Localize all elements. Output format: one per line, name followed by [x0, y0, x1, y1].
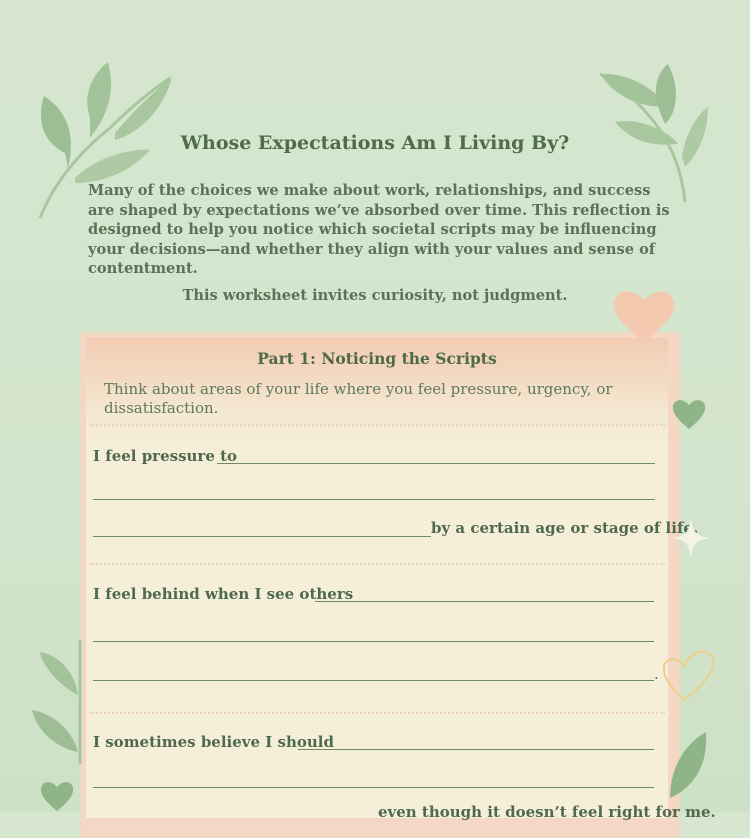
leaf-icon: [668, 730, 708, 800]
prompt-behind-end: .: [654, 665, 659, 683]
part1-title: Part 1: Noticing the Scripts: [257, 349, 497, 368]
section-divider: [89, 563, 665, 565]
section-divider: [89, 712, 665, 714]
prompt-pressure-end: by a certain age or stage of life.: [431, 519, 699, 537]
answer-line[interactable]: [93, 536, 431, 537]
section-divider: [89, 424, 665, 426]
answer-line[interactable]: [93, 680, 654, 681]
prompt-pressure-label: I feel pressure to: [93, 447, 238, 465]
answer-line[interactable]: [217, 463, 655, 464]
leaf-branch-icon: [28, 640, 86, 765]
sparkle-icon: [672, 518, 710, 558]
answer-line[interactable]: [93, 787, 654, 788]
intro-paragraph: Many of the choices we make about work, relationships, and success are shaped by expectations we’ve absorbed over time. This reflection is designed to help you notice which societal scripts may be influencing your decisions—and whether they align with your values and sense of contentment.: [88, 182, 670, 277]
answer-line[interactable]: [315, 601, 654, 602]
prompt-should-end: even though it doesn’t feel right for me.: [378, 803, 716, 821]
heart-outline-icon: [660, 644, 718, 704]
answer-line[interactable]: [298, 749, 654, 750]
heart-icon: [672, 398, 706, 430]
answer-line[interactable]: [93, 641, 654, 642]
prompt-should-label: I sometimes believe I should: [93, 733, 334, 751]
heart-icon: [40, 778, 74, 812]
answer-line[interactable]: [93, 499, 655, 500]
prompt-behind-label: I feel behind when I see others: [93, 585, 354, 603]
part1-description: Think about areas of your life where you feel pressure, urgency, or dissatisfaction.: [104, 380, 613, 417]
heart-icon: [612, 288, 676, 344]
page-title: Whose Expectations Am I Living By?: [180, 132, 570, 154]
worksheet-note: This worksheet invites curiosity, not judgment.: [182, 287, 568, 304]
